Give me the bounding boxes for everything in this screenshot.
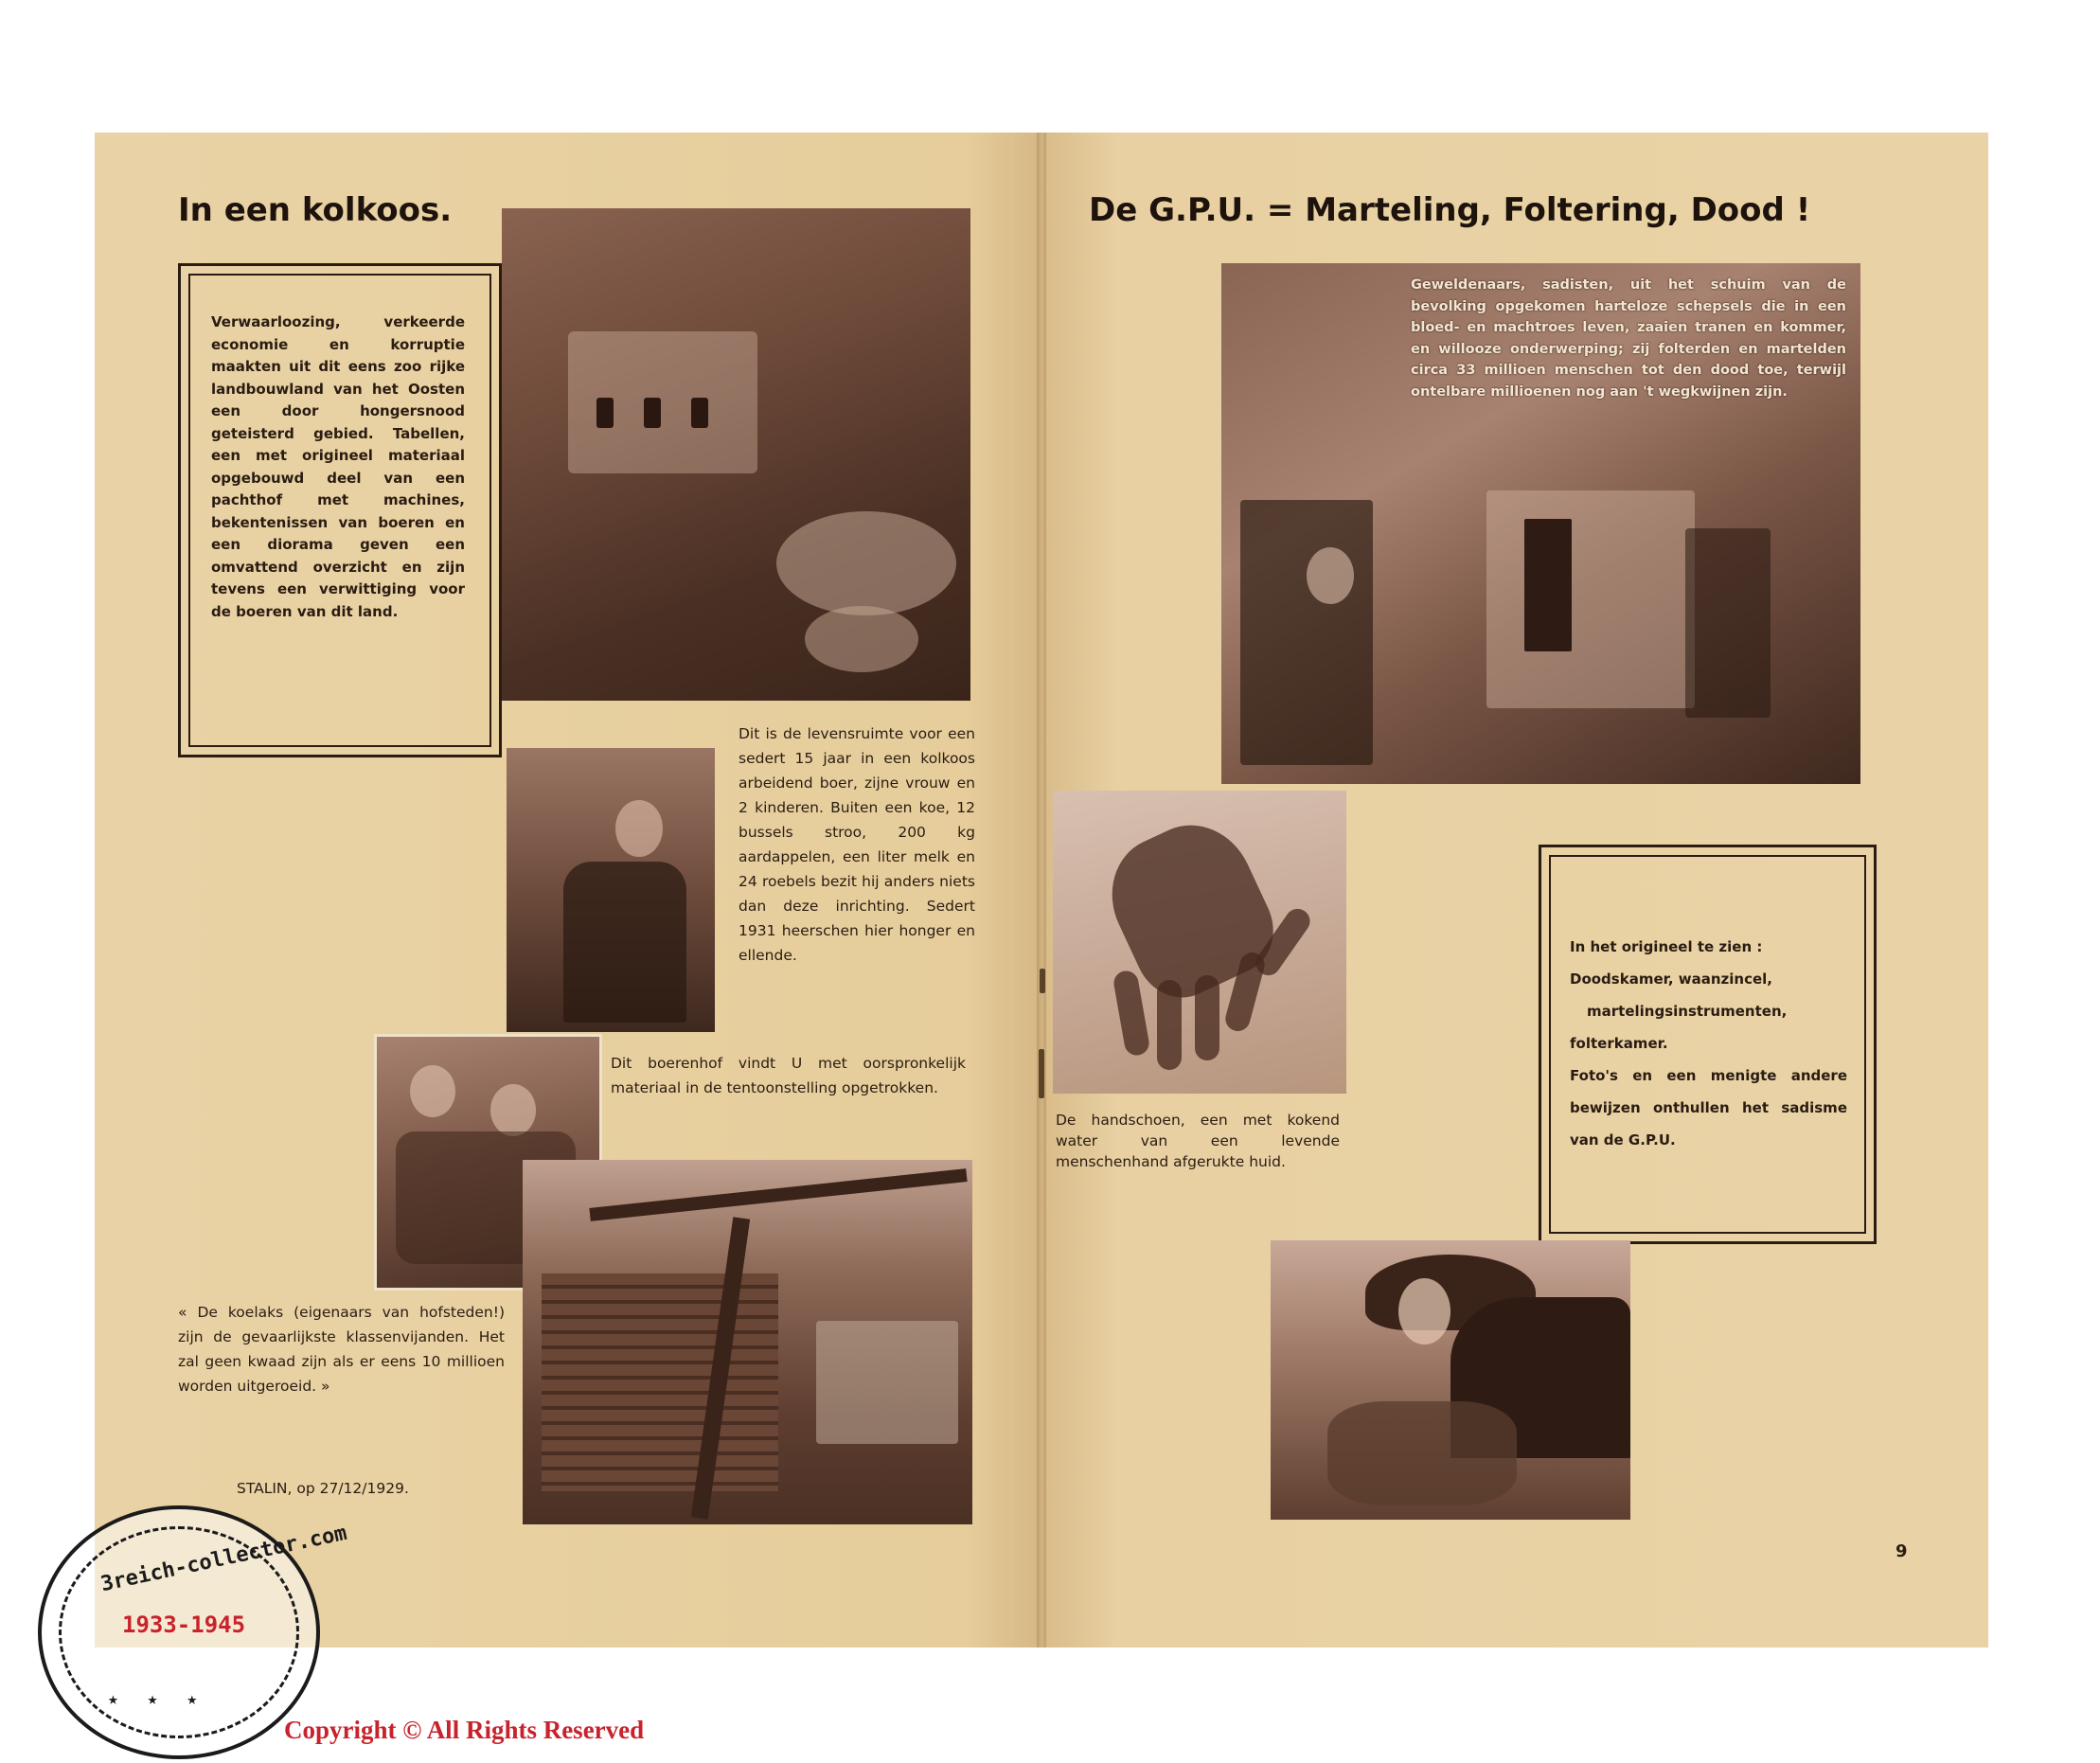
gpu-box-line-5: Foto's en een menigte andere bewijzen onthullen het sadisme van de G.P.U. bbox=[1570, 1067, 1847, 1149]
caption-living-space: Dit is de levensruimte voor een sedert 15 jaar in een kolkoos arbeidend boer, zijne vrouw en 2 kinderen. Buiten een koe, 12 bussels stroo, 200 kg aardappelen, een liter melk en 24 roebels bezit hij anders niets dan deze inrichting. Sedert 1931 heerschen hier honger en ellende. bbox=[739, 725, 975, 964]
right-page bbox=[1041, 133, 1988, 1647]
gpu-overlay-text: Geweldenaars, sadisten, uit het schuim van de bevolking opgekomen harteloze schepsels die in een bloed- en machtroes leven, zaaien tranen en kommer, en willooze onderwerping; zij folterden en martelden circa 33 millioen menschen tot den dood toe, terwijl ontelbare millioenen nog aan 't wegkwijnen zijn. bbox=[1411, 277, 1846, 400]
copyright-notice: Copyright © All Rights Reserved bbox=[284, 1716, 645, 1744]
stamp-years: 1933-1945 bbox=[122, 1612, 246, 1638]
staple-top bbox=[1040, 969, 1045, 993]
left-page-title: In een kolkoos. bbox=[178, 191, 453, 229]
photo-woman bbox=[1271, 1240, 1630, 1520]
right-page-title: De G.P.U. = Marteling, Foltering, Dood ! bbox=[1089, 191, 1811, 229]
gpu-box-line-3: martelingsinstrumenten, bbox=[1587, 1003, 1788, 1020]
info-box-gpu bbox=[1539, 845, 1877, 1244]
photo-gpu-cell bbox=[1221, 263, 1860, 784]
collector-stamp bbox=[38, 1505, 349, 1759]
page-number: 9 bbox=[1895, 1541, 1908, 1561]
photo-kolkoos-interior bbox=[502, 208, 970, 701]
gpu-box-line-2: Doodskamer, waanzincel, bbox=[1570, 971, 1772, 988]
photo-farmer bbox=[507, 748, 715, 1032]
caption-farmhouse: Dit boerenhof vindt U met oorspronkelijk materiaal in de tentoonstelling opgetrokken. bbox=[611, 1055, 966, 1096]
photo-farmhouse bbox=[523, 1160, 972, 1524]
stamp-stars: ★ ★ ★ bbox=[108, 1689, 207, 1709]
stalin-quote: « De koelaks (eigenaars van hofsteden!) zijn de gevaarlijkste klassenvijanden. Het zal geen kwaad zijn als er eens 10 millioen worden uitgeroeid. » bbox=[178, 1304, 505, 1395]
gpu-box-line-1: In het origineel te zien : bbox=[1570, 938, 1763, 955]
info-box-kolkoos bbox=[178, 263, 502, 757]
info-box-text: Verwaarloozing, verkeerde economie en korruptie maakten uit dit eens zoo rijke landbouwland van het Oosten een door hongersnood geteisterd gebied. Tabellen, een met origineel materiaal opgebouwd deel van een pachthof met machines, bekentenissen van boeren en een diorama geven een omvattend overzicht en zijn tevens een verwittiging voor de boeren van dit land. bbox=[211, 313, 465, 620]
staple-bottom bbox=[1039, 1049, 1044, 1098]
gpu-box-line-4: folterkamer. bbox=[1570, 1035, 1668, 1052]
spine-fold bbox=[1037, 133, 1046, 1647]
booklet-spread bbox=[95, 133, 1988, 1647]
stamp-text: 3reich-collector.com bbox=[98, 1521, 349, 1597]
quote-source: STALIN, op 27/12/1929. bbox=[237, 1480, 409, 1497]
left-page bbox=[95, 133, 1041, 1647]
caption-glove: De handschoen, een met kokend water van een levende menschenhand afgerukte huid. bbox=[1056, 1112, 1340, 1170]
photo-skin-glove bbox=[1053, 791, 1346, 1094]
